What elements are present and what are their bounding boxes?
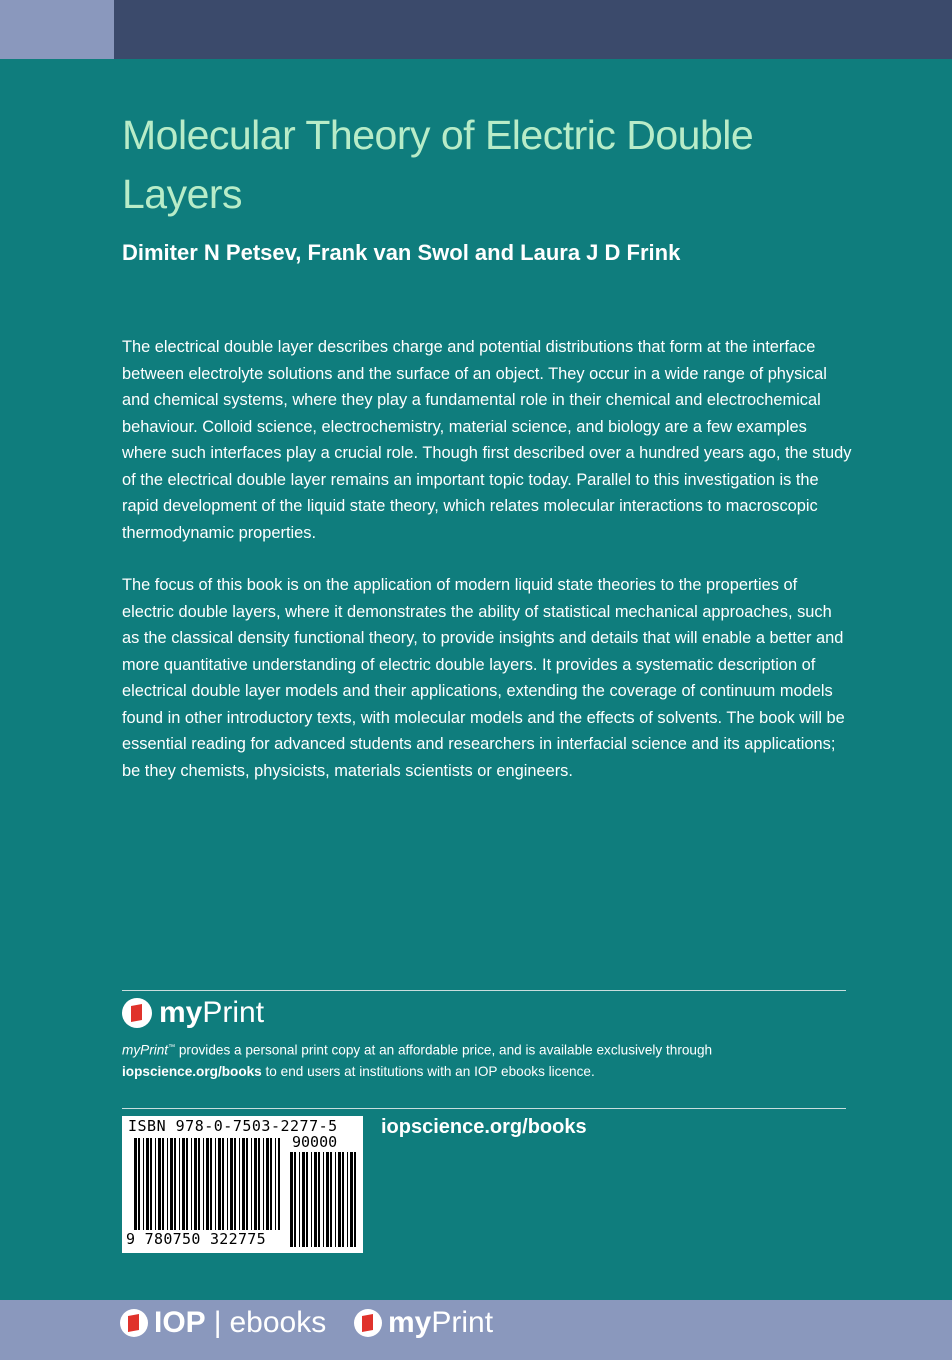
footer-myprint-book-icon	[354, 1309, 382, 1337]
book-authors: Dimiter N Petsev, Frank van Swol and Laura J D Frink	[122, 240, 681, 265]
top-band	[0, 0, 952, 59]
info-tm: ™	[168, 1044, 176, 1051]
footer-divider: |	[213, 1306, 222, 1339]
barcode-addon-bars	[290, 1152, 358, 1247]
footer-print: Print	[431, 1306, 494, 1339]
iop-book-icon	[120, 1309, 148, 1337]
logo-print: Print	[202, 996, 265, 1029]
isbn-label: ISBN 978-0-7503-2277-5	[128, 1117, 338, 1135]
info-link[interactable]: iopscience.org/books	[122, 1063, 262, 1079]
iop-ebooks-logo	[120, 1306, 326, 1340]
barcode-number: 9 780750 322775	[126, 1230, 266, 1248]
info-text-1: provides a personal print copy at an affordable price, and is available exclusively through	[175, 1042, 713, 1058]
myprint-book-icon	[122, 998, 152, 1028]
divider-top	[122, 990, 846, 991]
isbn-barcode	[122, 1116, 363, 1253]
book-title: Molecular Theory of Electric Double Layers	[122, 112, 754, 217]
top-band-tab	[0, 0, 114, 59]
info-brand: myPrint	[122, 1042, 169, 1058]
blurb-paragraph-2: The focus of this book is on the application of modern liquid state theories to the properties of electric double layers, where it demonstrates the ability of statistical mechanical approaches, such as the classical density functional theory, to provide insights and details that will enable a better and more quantitative understanding of electric double layers. It provides a systematic description of electrical double layer models and their applications, extending the coverage of continuum models found in other introductory texts, with molecular models and the effects of solvents. The book will be essential reading for advanced students and researchers in interfacial science and its applications; be they chemists, physicists, materials scientists or engineers.	[122, 576, 845, 780]
myprint-logo	[122, 996, 264, 1030]
barcode-bars	[134, 1138, 280, 1230]
isbn-addon: 90000	[292, 1133, 338, 1151]
footer-myprint-logo	[354, 1306, 493, 1340]
iopscience-url[interactable]: iopscience.org/books	[381, 1116, 587, 1138]
blurb-paragraph-1: The electrical double layer describes charge and potential distributions that form at the interface between electrolyte solutions and the surface of an object. They occur in a wide range of physical and chemical systems, where they play a fundamental role in their chemical and electrochemical behaviour. Colloid science, electrochemistry, material science, and biology are a few examples where such interfaces play a crucial role. Though first described over a hundred years ago, the study of the electrical double layer remains an important topic today. Parallel to this investigation is the rapid development of the liquid state theory, which relates molecular interactions to macroscopic thermodynamic properties.	[122, 338, 852, 542]
info-text-2: to end users at institutions with an IOP ebooks licence.	[261, 1063, 595, 1079]
myprint-info	[122, 1037, 842, 1082]
divider-bottom	[122, 1108, 846, 1109]
logo-my: my	[159, 996, 203, 1029]
footer-ebooks: ebooks	[229, 1306, 327, 1339]
footer-iop: IOP	[154, 1306, 206, 1339]
footer-my: my	[388, 1306, 432, 1339]
